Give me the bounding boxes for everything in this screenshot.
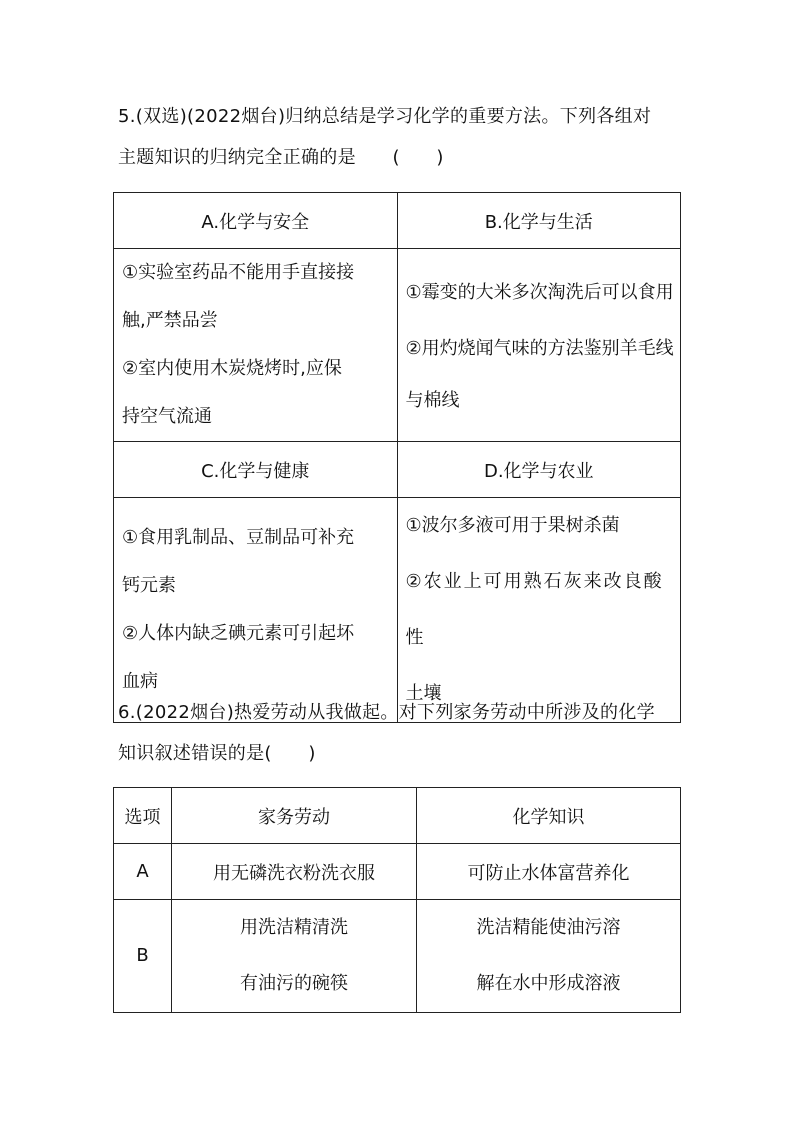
question-5-table xyxy=(113,192,681,723)
knowledge-cell: 可防止水体富营养化 xyxy=(417,844,681,900)
b-item: ①霉变的大米多次淘洗后可以食用 xyxy=(405,282,674,303)
b-item: 与棉线 xyxy=(405,390,460,411)
cell-c-content xyxy=(114,498,398,723)
cell-d-content xyxy=(397,498,681,723)
d-item: ①波尔多液可用于果树杀菌 xyxy=(405,515,620,536)
c-item: ②人体内缺乏碘元素可引起坏 xyxy=(122,623,355,644)
header-b: B.化学与生活 xyxy=(397,193,681,249)
housework-line: 有油污的碗筷 xyxy=(240,973,348,994)
knowledge-cell xyxy=(417,900,681,1013)
header-option: 选项 xyxy=(114,788,172,844)
question-6-line-2: 知识叙述错误的是( ) xyxy=(118,743,316,764)
option-cell: A xyxy=(114,844,172,900)
housework-line: 用洗洁精清洗 xyxy=(240,917,348,938)
a-item: 持空气流通 xyxy=(122,406,212,427)
a-item: 触,严禁品尝 xyxy=(122,310,218,331)
option-cell: B xyxy=(114,900,172,1013)
b-item: ②用灼烧闻气味的方法鉴别羊毛线 xyxy=(405,338,674,359)
header-c: C.化学与健康 xyxy=(114,442,398,498)
header-d: D.化学与农业 xyxy=(397,442,681,498)
table-row xyxy=(114,900,681,1013)
housework-cell xyxy=(172,900,417,1013)
question-5-line-1: 5.(双选)(2022烟台)归纳总结是学习化学的重要方法。下列各组对 xyxy=(118,106,652,127)
c-item: 钙元素 xyxy=(122,575,176,596)
table-row xyxy=(114,844,681,900)
header-housework: 家务劳动 xyxy=(172,788,417,844)
header-a: A.化学与安全 xyxy=(114,193,398,249)
c-item: ①食用乳制品、豆制品可补充 xyxy=(122,527,355,548)
question-6-line-1: 6.(2022烟台)热爱劳动从我做起。对下列家务劳动中所涉及的化学 xyxy=(118,702,655,723)
housework-cell: 用无磷洗衣粉洗衣服 xyxy=(172,844,417,900)
knowledge-line: 洗洁精能使油污溶 xyxy=(476,917,621,938)
cell-b-content xyxy=(397,249,681,442)
header-knowledge: 化学知识 xyxy=(417,788,681,844)
c-item: 血病 xyxy=(122,671,158,692)
question-5-line-2: 主题知识的归纳完全正确的是 ( ) xyxy=(118,147,444,168)
d-item: 土壤 xyxy=(405,683,442,704)
cell-a-content xyxy=(114,249,398,442)
a-item: ①实验室药品不能用手直接接 xyxy=(122,262,355,283)
a-item: ②室内使用木炭烧烤时,应保 xyxy=(122,358,342,379)
question-6-table xyxy=(113,787,681,1013)
knowledge-line: 解在水中形成溶液 xyxy=(476,973,621,994)
d-item: ②农业上可用熟石灰来改良酸性 xyxy=(405,571,664,648)
